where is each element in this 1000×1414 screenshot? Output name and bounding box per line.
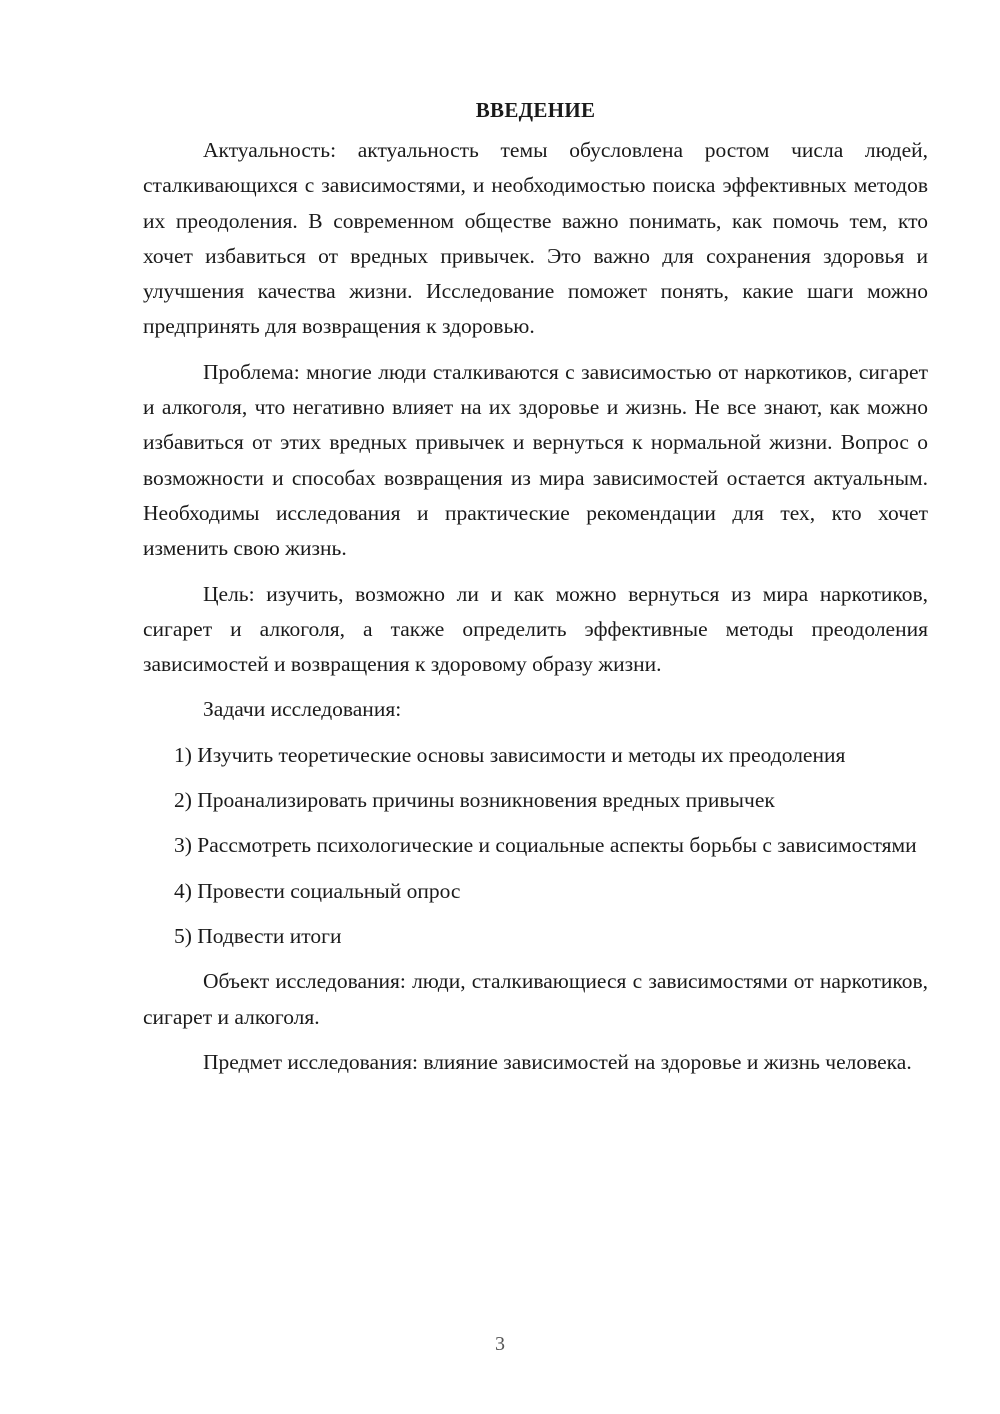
task-item-3: 3) Рассмотреть психологические и социальные аспекты борьбы с зависимостями bbox=[174, 833, 917, 858]
section-title: ВВЕДЕНИЕ bbox=[475, 98, 596, 122]
paragraph-problem: Проблема: многие люди сталкиваются с зависимостью от наркотиков, сигарет и алкоголя, что негативно влияет на их здоровье и жизнь. Не все знают, как можно избавиться от этих вредных привычек и вернуться к нормальной жизни. Вопрос о возможности и способах возвращения из мира зависимостей остается актуальным. Необходимы исследования и практические рекомендации для тех, кто хочет изменить свою жизнь. bbox=[143, 359, 928, 561]
paragraph-goal: Цель: изучить, возможно ли и как можно вернуться из мира наркотиков, сигарет и алкоголя, а также определить эффективные методы преодоления зависимостей и возвращения к здоровому образу жизни. bbox=[143, 581, 928, 677]
task-item-5: 5) Подвести итоги bbox=[174, 923, 342, 948]
paragraph-object: Объект исследования: люди, сталкивающиеся с зависимостями от наркотиков, сигарет и алкоголя. bbox=[143, 969, 928, 1029]
tasks-heading: Задачи исследования: bbox=[203, 697, 402, 722]
task-item-1: 1) Изучить теоретические основы зависимости и методы их преодоления bbox=[174, 742, 846, 767]
page-content bbox=[143, 92, 928, 1090]
task-item-4: 4) Провести социальный опрос bbox=[174, 878, 461, 903]
paragraph-relevance: Актуальность: актуальность темы обусловлена ростом числа людей, сталкивающихся с зависимостями, и необходимостью поиска эффективных методов их преодоления. В современном обществе важно понимать, как помочь тем, кто хочет избавиться от вредных привычек. Это важно для сохранения здоровья и улучшения качества жизни. Исследование поможет понять, какие шаги можно предпринять для возвращения к здоровью. bbox=[143, 138, 928, 339]
task-item-2: 2) Проанализировать причины возникновения вредных привычек bbox=[174, 788, 775, 813]
paragraph-subject: Предмет исследования: влияние зависимостей на здоровье и жизнь человека. bbox=[203, 1049, 912, 1074]
page-number: 3 bbox=[495, 1333, 505, 1355]
